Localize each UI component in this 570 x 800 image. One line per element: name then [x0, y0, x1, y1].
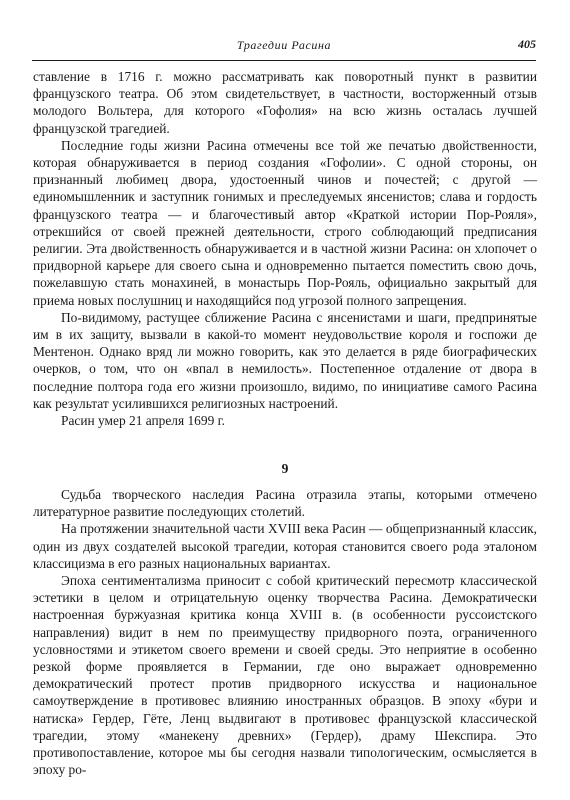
running-head — [32, 38, 536, 58]
page-number: 405 — [518, 37, 536, 51]
paragraph-continued: ставление в 1716 г. можно рассматривать как поворотный пункт в развитии французского театра. Об этом свидетельствует, в частности, восторженный отзыв молодого Вольтера, для которого «Гофолия» на всю жизнь осталась лучшей французской трагедией. — [33, 69, 537, 136]
paragraph: На протяжении значительной части XVIII века Расин — общепризнанный классик, один из двух создателей высокой трагедии, которая становится своего рода эталоном классицизма в его разных национальных вариантах. — [33, 521, 537, 571]
paragraph: Последние годы жизни Расина отмечены все той же печатью двойственности, которая обнаруживается в период создания «Гофолии». С одной стороны, он признанный любимец двора, удостоенный чинов и почестей; с другой — единомышленник и заступник гонимых и преследуемых янсенистов; слава и гордость французского театра — и благочестивый автор «Краткой истории Пор-Рояля», отрекшийся от своей прежней деятельности, строго соблюдающий предписания религии. Эта двойственность обнаруживается и в частной жизни Расина: он хлопочет о придворной карьере для своего сына и одновременно пытается поместить свою дочь, пожелавшую стать монахиней, в монастырь Пор-Рояль, официально закрытый для приема новых послушниц и находящийся под угрозой полного запрещения. — [33, 137, 537, 308]
paragraph: Судьба творческого наследия Расина отразила этапы, которыми отмечено литературное развитие последующих столетий. — [33, 487, 537, 520]
text-block-after-section — [33, 486, 537, 778]
section-number: 9 — [281, 461, 289, 476]
paragraph: Эпоха сентиментализма приносит с собой критический пересмотр классической эстетики в целом и отрицательную оценку творчества Расина. Демократически настроенная буржуазная критика конца XVIII в. (в особенности руссоистского направления) видит в нем по преимуществу придворного поэта, ограниченного условностями и этикетом своего времени и своей среды. Это неприятие в особенно резкой форме проявляется в Германии, где оно выражает одновременно демократический протест против придворного искусства и национальное самоутверждение в противовес влиянию иностранных образцов. В эпоху «бури и натиска» Гердер, Гёте, Ленц выдвигают в противовес французской классической трагедии, этому «манекену древних» (Гердер), драму Шекспира. Это противопоставление, которое мы бы сегодня назвали типологическим, осмысляется в эпоху ро- — [33, 573, 537, 778]
paragraph: По-видимому, растущее сближение Расина с янсенистами и шаги, предпринятые им в их защиту, вызвали в какой-то момент неудовольствие короля и госпожи де Ментенон. Однако вряд ли можно говорить, как это делается в ряде биографических очерков, о том, что он «впал в немилость». Постепенное отдаление от двора в последние полтора года его жизни произошло, видимо, по инициативе самого Расина как результат усилившихся религиозных настроений. — [33, 309, 537, 411]
running-title: Трагедии Расина — [236, 38, 332, 52]
header-rule — [32, 60, 536, 61]
text-block-before-section — [33, 68, 537, 429]
paragraph: Расин умер 21 апреля 1699 г. — [61, 413, 225, 429]
